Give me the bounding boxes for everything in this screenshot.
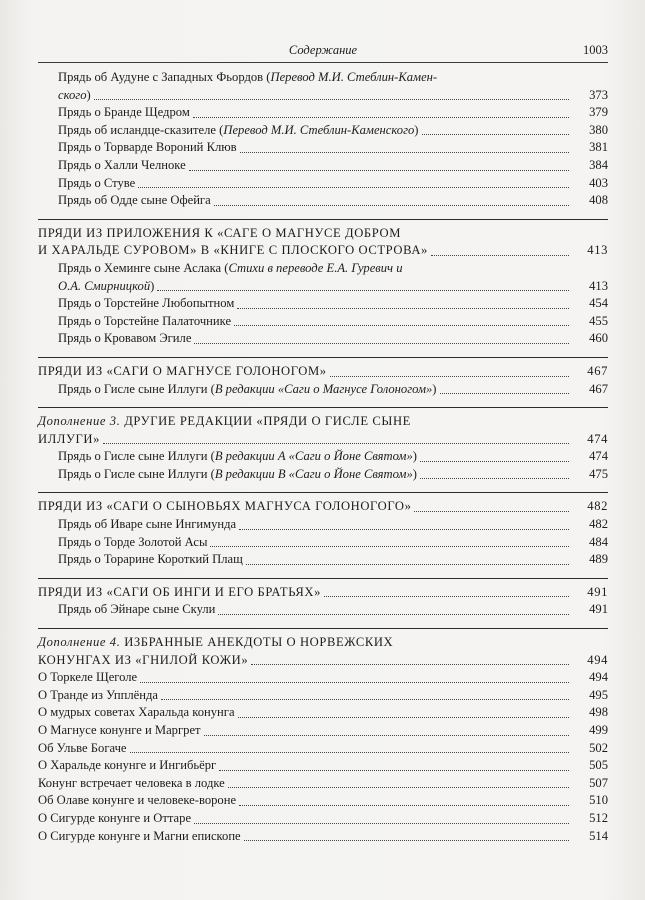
toc-entry: Прядь о Хеминге сыне Аслака (Стихи в переводе Е.А. Гуревич и [58,260,403,275]
toc-entry: О Харальде конунге и Ингибьёрг 505 [38,757,608,775]
toc-entry: Об Ульве Богаче 502 [38,740,608,758]
toc-page: 499 [589,723,608,737]
toc-entry-cont: О.А. Смирницкой) 413 [38,278,608,296]
toc-page: 373 [589,87,608,102]
toc-entry: О Сигурде конунге и Оттаре 512 [38,810,608,828]
toc-page: 482 [587,499,608,514]
toc-entry: О Сигурде конунге и Магни епископе 514 [38,828,608,846]
toc-entry: Прядь о Торде Золотой Асы 484 [38,534,608,552]
section-heading: ПРЯДИ ИЗ «САГИ О МАГНУСЕ ГОЛОНОГОМ» 467 [38,363,608,381]
toc-page: 403 [589,175,608,190]
toc-page: 491 [589,602,608,617]
toc-page: 514 [589,828,608,843]
toc-page: 467 [587,363,608,378]
section-heading: ПРЯДИ ИЗ «САГИ О СЫНОВЬЯХ МАГНУСА ГОЛОНОГОГО» 482 [38,498,608,516]
toc-page: 484 [589,534,608,549]
header-rule [38,62,608,63]
section-heading-cont: ИЛЛУГИ» 474 [38,431,608,449]
section-heading-cont: И ХАРАЛЬДЕ СУРОВОМ» В «КНИГЕ С ПЛОСКОГО ОСТРОВА» 413 [38,242,608,260]
toc-page: 380 [589,122,608,137]
toc-page: 413 [589,278,608,293]
toc-page: 494 [587,652,608,667]
toc-entry: Прядь о Кровавом Эгиле 460 [38,330,608,348]
toc-page: 512 [589,810,608,825]
toc-page: 482 [589,517,608,532]
toc-entry: Прядь о Гисле сыне Иллуги (В редакции В «Саги о Йоне Святом») 475 [38,466,608,484]
toc-section [38,492,608,568]
appendix-label: Дополнение 3. [38,414,121,429]
toc-entry: Прядь о Гисле сыне Иллуги (В редакции А «Саги о Йоне Святом») 474 [38,448,608,466]
toc-entry: Прядь об Одде сыне Офейга 408 [38,192,608,210]
toc-page: 408 [589,193,608,208]
toc-entry: Прядь об исландце-сказителе (Перевод М.И. Стеблин-Каменского) 380 [38,122,608,140]
toc-entry: Прядь об Иваре сыне Ингимунда 482 [38,516,608,534]
running-header [38,42,608,62]
running-title: Содержание [288,43,358,57]
section-heading: Дополнение 3. ДРУГИЕ РЕДАКЦИИ «ПРЯДИ О ГИСЛЕ СЫНЕ [38,414,411,429]
toc-page: 475 [589,466,608,481]
toc-entry: О Магнусе конунге и Маргрет 499 [38,722,608,740]
toc-page: 498 [589,705,608,720]
toc-page: 505 [589,758,608,773]
toc-entry: О мудрых советах Харальда конунга 498 [38,704,608,722]
toc-section [38,407,608,483]
toc-page: 474 [587,431,608,446]
toc-entry: Прядь о Гисле сыне Иллуги (В редакции «Саги о Магнусе Голоногом») 467 [38,381,608,399]
toc-page: 494 [589,670,608,685]
toc-section [38,357,608,398]
toc-page: 460 [589,331,608,346]
toc-entry: Прядь о Торстейне Любопытном 454 [38,295,608,313]
toc-page: 467 [589,381,608,396]
toc-entry: Прядь о Торварде Вороний Клюв 381 [38,139,608,157]
section-heading-cont: КОНУНГАХ ИЗ «ГНИЛОЙ КОЖИ» 494 [38,652,608,670]
toc-entry: Прядь о Халли Челноке 384 [38,157,608,175]
toc-page: 413 [587,243,608,258]
toc-page: 455 [589,313,608,328]
toc-page: 491 [587,584,608,599]
toc-entry: Конунг встречает человека в лодке 507 [38,775,608,793]
toc-section [38,628,608,845]
toc-entry: Прядь о Бранде Щедром 379 [38,104,608,122]
toc-page: 495 [589,687,608,702]
toc-page: 379 [589,105,608,120]
toc-entry-cont: ского) 373 [38,87,608,105]
toc-entry: Об Олаве конунге и человеке-вороне 510 [38,792,608,810]
toc-entry: Прядь о Торстейне Палаточнике 455 [38,313,608,331]
section-heading: Дополнение 4. ИЗБРАННЫЕ АНЕКДОТЫ О НОРВЕЖСКИХ [38,635,394,650]
table-of-contents [38,69,608,845]
toc-page: 474 [589,449,608,464]
toc-section [38,219,608,348]
toc-page: 384 [589,157,608,172]
page-number: 1003 [583,43,608,57]
appendix-label: Дополнение 4. [38,635,121,650]
section-heading: ПРЯДИ ИЗ «САГИ ОБ ИНГИ И ЕГО БРАТЬЯХ» 491 [38,584,608,602]
toc-entry: Прядь о Стуве 403 [38,175,608,193]
toc-page: 381 [589,140,608,155]
toc-page: 454 [589,296,608,311]
toc-section [38,578,608,619]
toc-page: 489 [589,552,608,567]
toc-entry: О Транде из Упплёнда 495 [38,687,608,705]
section-heading: ПРЯДИ ИЗ ПРИЛОЖЕНИЯ К «САГЕ О МАГНУСЕ ДОБРОМ [38,225,401,240]
toc-entry: О Торкеле Щеголе 494 [38,669,608,687]
toc-page: 507 [589,775,608,790]
toc-page: 502 [589,740,608,755]
toc-entry: Прядь о Торарине Короткий Плащ 489 [38,551,608,569]
toc-entry: Прядь об Аудуне с Западных Фьордов (Перевод М.И. Стеблин-Камен- [58,70,438,84]
toc-entry: Прядь об Эйнаре сыне Скули 491 [38,601,608,619]
toc-page: 510 [589,793,608,808]
toc-group-continued [38,69,608,210]
